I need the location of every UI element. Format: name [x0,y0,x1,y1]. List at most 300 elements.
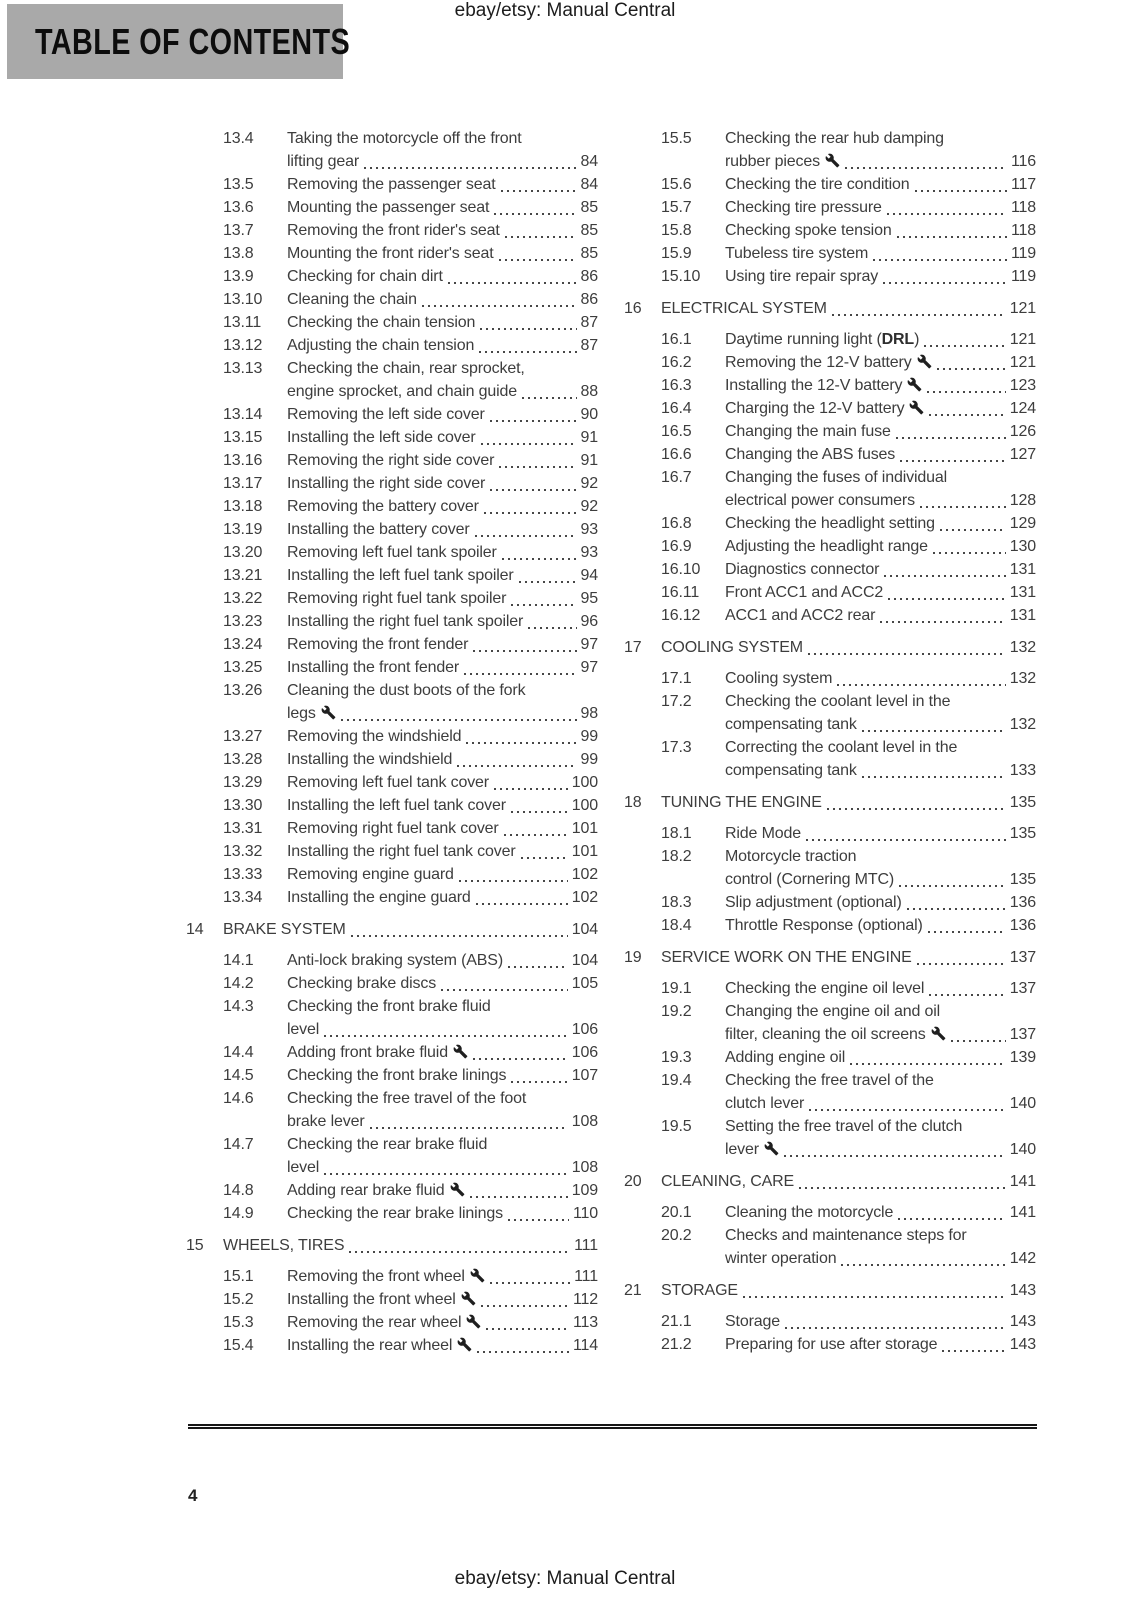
toc-line [725,1046,1036,1069]
toc-page-ref: 96 [580,613,598,630]
toc-page-ref: 85 [580,245,598,262]
toc-column-right [624,127,1036,1357]
dot-leader [887,213,1007,215]
toc-entry-row [186,1087,598,1133]
toc-line [287,972,598,995]
toc-item-body [287,449,598,472]
toc-line [287,219,598,242]
toc-entry-text: Daytime running light (DRL) [725,331,920,348]
toc-line [287,1311,598,1334]
toc-item-number: 18 [624,794,642,811]
toc-item-number: 13.27 [223,728,263,745]
toc-item-number: 13.18 [223,498,263,515]
dot-leader [883,282,1007,284]
dot-leader [942,1350,1005,1352]
toc-page-ref: 131 [1009,561,1036,578]
toc-item-number: 16.5 [661,423,692,440]
toc-item-body [661,791,1036,814]
toc-entry-row [186,426,598,449]
toc-line [725,420,1036,443]
dot-leader [511,604,576,606]
toc-entry-row [624,466,1036,512]
dot-leader [900,460,1006,462]
toc-item-body [287,794,598,817]
toc-page-ref: 84 [580,153,598,170]
top-header-label: ebay/etsy: Manual Central [454,0,676,21]
dot-leader [899,885,1006,887]
toc-entry-text: Adding engine oil [725,1049,846,1066]
toc-line [287,1018,598,1041]
toc-item-body [287,995,598,1041]
toc-item-body [287,1288,598,1311]
toc-item-body [287,518,598,541]
toc-line [725,581,1036,604]
toc-item-body [287,219,598,242]
toc-section-row [624,297,1036,320]
toc-entry-row [186,219,598,242]
dot-leader [479,351,576,353]
toc-page-ref: 107 [571,1067,598,1084]
toc-section-title: COOLING SYSTEM [661,639,803,656]
dot-leader [827,808,1006,810]
toc-entry-row [624,1333,1036,1356]
toc-item-number: 16.12 [661,607,701,624]
toc-page-ref: 143 [1009,1313,1036,1330]
toc-page-ref: 137 [1009,980,1036,997]
toc-line [725,1115,1036,1138]
toc-entry-text: Checking for chain dirt [287,268,443,285]
dot-leader [341,719,577,721]
dot-leader [929,994,1005,996]
toc-entry-row [624,822,1036,845]
toc-entry-row [186,972,598,995]
toc-item-number: 20.2 [661,1227,692,1244]
toc-entry-row [624,512,1036,535]
toc-item-body [725,1115,1036,1161]
dot-leader [898,1218,1006,1220]
toc-line [287,656,598,679]
toc-item-number: 13.21 [223,567,263,584]
dot-leader [511,811,568,813]
toc-page-ref: 132 [1009,639,1036,656]
toc-item-body [287,679,598,725]
toc-line [287,1064,598,1087]
toc-item-number: 16.8 [661,515,692,532]
toc-entry-text: Removing the passenger seat [287,176,496,193]
toc-item-body [287,656,598,679]
toc-item-body [725,977,1036,1000]
toc-line [725,535,1036,558]
toc-line [287,495,598,518]
toc-item-number: 13.6 [223,199,254,216]
bottom-footer-label: ebay/etsy: Manual Central [454,1568,676,1589]
toc-item-number: 15.7 [661,199,692,216]
toc-page-ref: 86 [580,291,598,308]
dot-leader [476,903,568,905]
toc-page-ref: 130 [1009,538,1036,555]
toc-page-ref: 100 [571,797,598,814]
toc-item-body [725,1069,1036,1115]
toc-line [287,1179,598,1202]
toc-item-number: 13.17 [223,475,263,492]
toc-line [725,1247,1036,1270]
toc-page-ref: 140 [1009,1141,1036,1158]
dot-leader [907,908,1006,910]
toc-item-body [725,242,1036,265]
toc-item-body [287,495,598,518]
toc-entry-text: Tubeless tire system [725,245,869,262]
toc-line [223,1234,598,1257]
toc-item-body [725,1201,1036,1224]
wrench-icon [457,1337,472,1352]
dot-leader [459,880,568,882]
toc-page-ref: 87 [580,314,598,331]
toc-entry-text: Mounting the front rider's seat [287,245,494,262]
toc-line [725,891,1036,914]
toc-item-number: 16.6 [661,446,692,463]
toc-entry-text: Changing the main fuse [725,423,891,440]
toc-line [725,713,1036,736]
toc-entry-row [186,748,598,771]
toc-page-ref: 93 [580,521,598,538]
toc-item-number: 15.5 [661,130,692,147]
toc-line [725,1092,1036,1115]
toc-line [287,449,598,472]
toc-entry-row [186,679,598,725]
toc-entry-text: Cooling system [725,670,833,687]
toc-item-body [287,1265,598,1288]
dot-leader [501,190,577,192]
toc-page-ref: 111 [574,1237,598,1254]
toc-item-number: 14 [186,921,204,938]
toc-item-number: 14.2 [223,975,254,992]
toc-line [725,242,1036,265]
toc-line [287,1202,598,1225]
toc-item-number: 13.32 [223,843,263,860]
toc-item-number: 13.33 [223,866,263,883]
toc-item-body [725,466,1036,512]
toc-item-body [287,949,598,972]
dot-leader [937,368,1006,370]
toc-line [725,845,1036,868]
toc-entry-row [624,690,1036,736]
toc-item-number: 15.10 [661,268,701,285]
toc-entry-text: winter operation [725,1250,837,1267]
toc-entry-row [624,891,1036,914]
toc-item-body [725,1333,1036,1356]
toc-line [287,403,598,426]
toc-item-number: 14.4 [223,1044,254,1061]
toc-line [287,587,598,610]
toc-page-ref: 106 [571,1021,598,1038]
toc-entry-text: Checking the rear brake linings [287,1205,503,1222]
dot-leader [481,443,577,445]
toc-entry-text: rubber pieces [725,153,820,170]
toc-line [725,328,1036,351]
toc-page-ref: 90 [580,406,598,423]
dot-leader [799,1187,1006,1189]
toc-entry-row [186,449,598,472]
toc-entry-row [624,374,1036,397]
wrench-icon [907,377,922,392]
toc-item-number: 14.6 [223,1090,254,1107]
toc-line [287,725,598,748]
toc-item-number: 13.30 [223,797,263,814]
toc-entry-text: lever [725,1141,759,1158]
toc-line [287,173,598,196]
toc-page-ref: 108 [571,1159,598,1176]
toc-line [661,297,1036,320]
toc-item-number: 13.25 [223,659,263,676]
toc-page-ref: 109 [571,1182,598,1199]
toc-item-body [287,863,598,886]
dot-leader [915,190,1007,192]
toc-item-body [725,581,1036,604]
toc-item-body [287,472,598,495]
toc-entry-text: Charging the 12-V battery [725,400,905,417]
toc-page-ref: 136 [1009,917,1036,934]
dot-leader [784,1155,1006,1157]
toc-entry-text: Cleaning the dust boots of the fork [287,682,526,699]
toc-line [725,1333,1036,1356]
toc-entry-text: Preparing for use after storage [725,1336,938,1353]
toc-item-number: 13.23 [223,613,263,630]
dot-leader [832,314,1006,316]
toc-page-ref: 132 [1009,670,1036,687]
toc-item-number: 16.3 [661,377,692,394]
toc-entry-row [624,397,1036,420]
toc-item-body [223,918,598,941]
toc-item-number: 15 [186,1237,204,1254]
toc-item-number: 13.20 [223,544,263,561]
toc-line [725,374,1036,397]
dot-leader [508,966,568,968]
toc-line [725,443,1036,466]
toc-line [725,690,1036,713]
toc-item-body [287,265,598,288]
dot-leader [928,931,1006,933]
toc-item-body [287,1041,598,1064]
toc-item-number: 19.1 [661,980,692,997]
dot-leader [499,259,577,261]
toc-line [287,311,598,334]
toc-entry-row [186,1133,598,1179]
toc-item-body [725,443,1036,466]
toc-entry-row [186,794,598,817]
toc-page-ref: 133 [1009,762,1036,779]
toc-entry-text: Changing the fuses of individual [725,469,948,486]
toc-entry-row [624,1046,1036,1069]
dot-leader [927,391,1005,393]
dot-leader [884,575,1005,577]
dot-leader [505,236,577,238]
toc-entry-text: Removing the windshield [287,728,462,745]
toc-line [725,150,1036,173]
toc-page-ref: 112 [572,1291,598,1308]
toc-entry-row [186,949,598,972]
toc-item-body [725,914,1036,937]
toc-entry-row [624,1000,1036,1046]
toc-line [725,351,1036,374]
toc-item-body [287,748,598,771]
toc-item-body [725,1224,1036,1270]
toc-entry-row [186,610,598,633]
toc-item-number: 19.4 [661,1072,692,1089]
toc-item-body [725,328,1036,351]
toc-item-body [725,891,1036,914]
toc-item-body [725,1000,1036,1046]
toc-entry-row [186,633,598,656]
toc-entry-text: Removing the front wheel [287,1268,465,1285]
toc-item-number: 14.9 [223,1205,254,1222]
dot-leader [441,989,568,991]
dot-leader [490,420,577,422]
toc-item-number: 13.28 [223,751,263,768]
toc-entry-row [624,914,1036,937]
toc-entry-text: Cleaning the motorcycle [725,1204,894,1221]
toc-entry-row [624,667,1036,690]
toc-line [725,822,1036,845]
dot-leader [841,1264,1005,1266]
dot-leader [920,506,1006,508]
toc-page-ref: 85 [580,199,598,216]
toc-entry-row [186,1265,598,1288]
toc-item-number: 18.2 [661,848,692,865]
dot-leader [508,1219,569,1221]
toc-item-number: 18.3 [661,894,692,911]
toc-entry-text: lifting gear [287,153,360,170]
toc-entry-row [186,288,598,311]
wrench-icon [321,705,336,720]
toc-page-ref: 121 [1009,331,1036,348]
toc-line [287,518,598,541]
toc-entry-row [186,817,598,840]
dot-leader [522,397,576,399]
toc-item-number: 15.2 [223,1291,254,1308]
toc-entry-row [624,558,1036,581]
toc-item-number: 17 [624,639,642,656]
toc-page-ref: 95 [580,590,598,607]
toc-page-ref: 119 [1010,268,1036,285]
toc-entry-row [624,328,1036,351]
toc-line [287,1156,598,1179]
toc-page-ref: 87 [580,337,598,354]
toc-section-title: WHEELS, TIRES [223,1237,345,1254]
toc-item-number: 19.2 [661,1003,692,1020]
toc-entry-row [186,656,598,679]
toc-item-body [287,1064,598,1087]
toc-item-number: 13.11 [223,314,262,331]
toc-entry-row [186,1334,598,1357]
toc-page-ref: 128 [1009,492,1036,509]
toc-line [287,863,598,886]
toc-line [287,380,598,403]
toc-section-row [624,946,1036,969]
toc-page-ref: 141 [1009,1204,1036,1221]
toc-line [661,791,1036,814]
toc-line [725,977,1036,1000]
toc-item-body [725,265,1036,288]
toc-entry-text: Removing the front fender [287,636,469,653]
toc-entry-text: Setting the free travel of the clutch [725,1118,963,1135]
toc-line [287,564,598,587]
toc-entry-text: Adjusting the chain tension [287,337,475,354]
toc-item-body [725,558,1036,581]
toc-line [287,127,598,150]
toc-page-ref: 131 [1009,607,1036,624]
toc-line [287,288,598,311]
toc-item-body [287,564,598,587]
toc-item-number: 16.9 [661,538,692,555]
toc-page-ref: 102 [571,866,598,883]
toc-line [287,334,598,357]
toc-item-number: 13.26 [223,682,263,699]
toc-page-ref: 116 [1010,153,1036,170]
toc-item-number: 16 [624,300,642,317]
toc-entry-row [624,1115,1036,1161]
toc-entry-text: Checking the free travel of the foot [287,1090,527,1107]
toc-entry-row [186,265,598,288]
toc-entry-row [186,334,598,357]
toc-line [287,633,598,656]
toc-item-number: 21.1 [661,1313,692,1330]
toc-entry-text: Adjusting the headlight range [725,538,928,555]
dot-leader [521,857,568,859]
toc-entry-row [186,1064,598,1087]
dot-leader [933,552,1006,554]
toc-entry-text: Removing right fuel tank cover [287,820,499,837]
toc-item-body [287,127,598,173]
toc-line [287,995,598,1018]
toc-entry-text: Checking the rear hub damping [725,130,944,147]
toc-item-body [725,219,1036,242]
dot-leader [457,765,576,767]
wrench-icon [917,354,932,369]
dot-leader [845,167,1007,169]
toc-line [725,219,1036,242]
toc-section-title: SERVICE WORK ON THE ENGINE [661,949,912,966]
toc-entry-row [186,840,598,863]
toc-entry-row [624,219,1036,242]
toc-line [287,817,598,840]
toc-item-number: 13.19 [223,521,263,538]
toc-entry-text: Adding rear brake fluid [287,1182,445,1199]
toc-page-ref: 93 [580,544,598,561]
toc-item-number: 16.1 [661,331,692,348]
toc-page-ref: 137 [1009,1026,1036,1043]
toc-line [725,127,1036,150]
toc-line [287,1265,598,1288]
toc-entry-text: clutch lever [725,1095,805,1112]
toc-item-body [287,196,598,219]
toc-item-body [287,817,598,840]
toc-line [661,1170,1036,1193]
dot-leader [502,558,577,560]
toc-item-number: 13.5 [223,176,254,193]
toc-page-ref: 92 [580,498,598,515]
toc-item-body [725,512,1036,535]
toc-item-number: 17.2 [661,693,692,710]
toc-entry-text: legs [287,705,316,722]
toc-entry-text: Ride Mode [725,825,802,842]
toc-item-body [725,374,1036,397]
toc-page-ref: 118 [1010,199,1036,216]
page-title-box [7,4,351,79]
toc-line [287,1288,598,1311]
toc-entry-row [624,581,1036,604]
dot-leader [896,437,1006,439]
toc-item-body [725,535,1036,558]
